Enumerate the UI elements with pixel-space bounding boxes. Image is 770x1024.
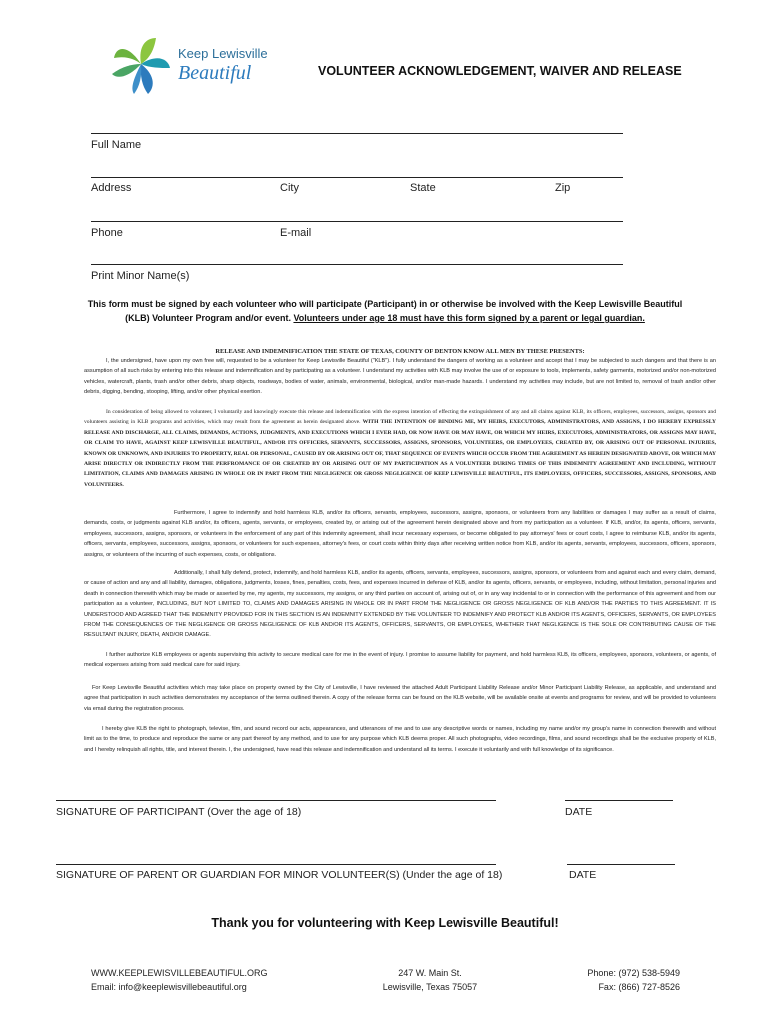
logo-text-keep-lewisville: Keep Lewisville (178, 46, 268, 61)
footer-phone-fax (560, 966, 680, 994)
release-paragraph-6 (84, 683, 716, 714)
footer-contact-web (91, 966, 268, 994)
guardian-signature-label: SIGNATURE OF PARENT OR GUARDIAN FOR MINOR VOLUNTEER(S) (Under the age of 18) (56, 869, 503, 881)
document-title: VOLUNTEER ACKNOWLEDGEMENT, WAIVER AND RELEASE (318, 64, 682, 78)
release-paragraph-2 (84, 407, 716, 490)
release-paragraph-4-text: Additionally, I shall fully defend, protect, indemnify, and hold harmless KLB, and/or its agents, officers, servants, employees, successors, assigns, sponsors, or volunteers from and against each and every claim, demand, or cause of action and any and all liability, damages, obligations, judgments, losses, fines, penalties, costs, fees, and expenses incurred in defense of KLB, and/or its agents, officers, servants, or employees, including, without limitation, personal injuries and death in connection therewith which may be made or asserted by me, my agents, my successors, my assigns, or any third parties on account of, arising out of, or in any way incidental to or in connection with the performance of this agreement and from our participation as a volunteer, INCLUDING, BUT NOT LIMITED TO, CLAIMS AND DAMAGES ARISING IN WHOLE OR IN PART FROM THE NEGLIGENCE OR GROSS NEGLIGENCE OF KLB AND/OR THE PARTIES TO THIS AGREEMENT. IT IS UNDERSTOOD AND AGREED THAT THE INDEMNITY PROVIDED FOR IN THIS SECTION IS AN INDEMNITY EXTENDED BY THE VOLUNTEER TO INDEMNIFY AND PROTECT KLB AND/OR ITS AGENTS, OFFICERS, SERVANTS, OR EMPLOYEES FROM THE CONSEQUENCES OF THE NEGLIGENCE OR GROSS NEGLIGENCE OF KLB AND/OR ITS AGENTS, OFFICERS, SERVANTS, OR EMPLOYEES, WHETHER THAT NEGLIGENCE IS THE SOLE OR CONTRIBUTING CAUSE OF THE RESULTANT INJURY, DEATH, AND/OR DAMAGE. (84, 570, 716, 639)
footer-email-link[interactable]: Email: info@keeplewisvillebeautiful.org (91, 982, 247, 992)
footer-address (330, 966, 530, 994)
signature-requirement-notice (70, 297, 700, 325)
address-line[interactable] (91, 177, 623, 178)
footer-city: Lewisville, Texas 75057 (382, 982, 478, 992)
notice-line-1: This form must be signed by each volunteer who will participate (Participant) in or otherwise be involved with the Keep Lewisville Beautiful (87, 299, 683, 309)
release-paragraph-7 (84, 724, 716, 755)
leaf-logo-icon (108, 34, 174, 96)
release-paragraph-6-text: For Keep Lewisville Beautiful activities which may take place on property owned by the City of Lewisville, I have reviewed the attached Adult Participant Liability Release and/or Minor Participant Liability Release, as applicable, and understand and agree that participation in such activities demonstrates my acceptance of the terms outlined therein. A copy of the release forms can be found on the KLB website, will be available onsite at events and programs for review, and will be provided to volunteers via email during the registration process. (84, 685, 716, 712)
release-paragraph-5 (84, 650, 716, 671)
zip-label: Zip (555, 182, 571, 194)
footer-fax: Fax: (866) 727-8526 (598, 982, 680, 992)
release-paragraph-1-text: I, the undersigned, have upon my own free will, requested to be a volunteer for Keep Lewisville Beautiful ("KLB"). I fully understand the dangers of working as a volunteer and accept that I may be subjected to such dangers and that there is an assumption of all such risks by entering into this release and indemnification and by participating as a volunteer. I understand my activities with KLB may involve the use of or exposure to tools, implements, safety garments, motorized and/or non-motorized vehicles, watercraft, plants, trash and/or other debris, sharp objects, roadways, bodies of water, animals, environmental, biological, and/or man-made hazards. I understand my activities may include, but are not limited to, removal of trash and/or other debris, digging, bending, stooping, lifting, and/or other physical exertion. (84, 358, 716, 396)
participant-signature-line[interactable] (56, 800, 496, 801)
city-label: City (280, 182, 299, 194)
participant-date-label: DATE (565, 806, 593, 818)
thank-you-message: Thank you for volunteering with Keep Lewisville Beautiful! (211, 916, 559, 930)
release-paragraph-3-text: Furthermore, I agree to indemnify and hold harmless KLB, and/or its officers, servants, employees, successors, assigns, sponsors, or volunteers from any liabilities or damages I may suffer as a result of claims, demands, costs, or judgments against KLB and/or, its officers, agents, servants, or employees, created by, or arising out of the agreement herein designated above and from my participation as a volunteer. If KLB, and/or, its agents, officers, servants, employees, successors, assigns, sponsors, or volunteers in the enforcement of any part of this indemnity agreement, shall incur necessary expenses, or become obligated to pay attorneys' fees or court costs, I agree to reimburse KLB, and/or its agents, officers, servants, employees, successors, assigns, sponsors, or volunteers for such expenses, attorney's fees, or court costs within thirty days after receiving written notice from KLB, and/or its agents, servants, employees, successors, officers, sponsors, assigns, or volunteers of the incurring of such expenses, costs, or obligations. (84, 510, 716, 558)
participant-date-line[interactable] (565, 800, 673, 801)
release-heading: RELEASE AND INDEMNIFICATION THE STATE OF TEXAS, COUNTY OF DENTON KNOW ALL MEN BY THESE PRESENTS: (215, 348, 585, 355)
notice-line-2: (KLB) Volunteer Program and/or event. (125, 313, 294, 323)
release-paragraph-7-text: I hereby give KLB the right to photograph, televise, film, and sound record our acts, appearances, and utterances of me and to use any descriptive words or names, including my name and/or my group's name in connection therewith and without limit as to the time, to produce and reproduce the same or any part thereof by any method, and to use for any purpose which KLB deems proper. All such photographs, video recordings, films, and sound recordings shall be the exclusive property of KLB, and I hereby relinquish all rights, title, and interest therein. I, the undersigned, have read this release and indemnification and understand all its terms. I execute it voluntarily and with full knowledge of its significance. (84, 726, 716, 753)
minor-names-line[interactable] (91, 264, 623, 265)
notice-under-18-requirement: Volunteers under age 18 must have this form signed by a parent or legal guardian. (293, 313, 645, 323)
participant-signature-label: SIGNATURE OF PARTICIPANT (Over the age of 18) (56, 806, 302, 818)
full-name-line[interactable] (91, 133, 623, 134)
guardian-signature-line[interactable] (56, 864, 496, 865)
logo-text-beautiful: Beautiful (178, 62, 252, 84)
full-name-label: Full Name (91, 139, 142, 151)
release-paragraph-3 (84, 508, 716, 560)
footer-phone: Phone: (972) 538-5949 (587, 968, 680, 978)
footer-street: 247 W. Main St. (398, 968, 462, 978)
state-label: State (410, 182, 436, 194)
email-label: E-mail (280, 227, 312, 239)
release-paragraph-4 (84, 568, 716, 641)
footer-website-link[interactable]: WWW.KEEPLEWISVILLEBEAUTIFUL.ORG (91, 968, 268, 978)
release-paragraph-2-caps: WITH THE INTENTION OF BINDING ME, MY HEIRS, EXECUTORS, ADMINISTRATORS, AND ASSIGNS, I DO HEREBY EXPRESSLY RELEASE AND DISCHARGE, ALL CLAIMS, DEMANDS, ACTIONS, JUDGMENTS, AND EXECUTIONS WHICH I EVER HAD, OR NOW HAVE OR MAY HAVE, OR WHICH MY HEIRS, EXECUTORS, ADMINISTRATORS, OR ASSIGNS MAY HAVE, OR CLAIM TO HAVE, AGAINST KEEP LEWISVILLE BEAUTIFUL, AND/OR ITS OFFICERS, SERVANTS, SUCCESSORS, ASSIGNS, SPONSORS, VOLUNTEERS, OR EMPLOYEES, CREATED BY, OR ARISING OUT OF PERSONAL INJURIES, KNOWN OR UNKNOWN, AND INJURIES TO PROPERTY, REAL OR PERSONAL, CAUSED BY OR ARISING OUT OF, THAT SEQUENCE OF EVENTS WHICH OCCUR FROM THE AGREEMENT AS HEREIN DESIGNATED ABOVE, OR WHICH MAY ARISE DIRECTLY OR INDIRECTLY FROM THE PERFROMANCE OF OR CREATED BY OR ARISING OUT OF MY PARTICIPATION AS A VOLUNTEER DURING TIMES OF THIS INDEMNITY AGREEMENT AND INCLUDING, WITHOUT LIMITATION, CLAIMS AND DAMAGES ARISING IN WHOLE OR IN PART FROM THE NEGLIGENCE OR GROSS NEGLIGENCE OF KEEP LEWISVILLE BEAUTIFUL, ITS EMPLOYEES, OFFICERS, SUCCESSORS, ASSIGNS, SPONSORS, AND VOLUNTEERS. (84, 419, 717, 488)
guardian-date-label: DATE (569, 869, 597, 881)
release-paragraph-2-text: In consideration of being allowed to volunteer, I voluntarily and knowingly execute this release and indemnification with the express intention of effecting the extinguishment of any and all claims against KLB, its officers, employees, successors, assigns, sponsors and volunteers assisting in KLB programs and activities, which may result from the agreement as herein designated above. (84, 409, 716, 426)
release-paragraph-5-text: I further authorize KLB employees or agents supervising this activity to secure medical care for me in the event of injury. I promise to assume liability for payment, and hold harmless KLB, its officers, employees, sponsors, volunteers, or agents, of medical expenses arising from said medical care for said injury. (84, 652, 716, 669)
guardian-date-line[interactable] (567, 864, 675, 865)
klb-logo (108, 34, 278, 96)
minor-names-label: Print Minor Name(s) (91, 270, 190, 282)
phone-email-line[interactable] (91, 221, 623, 222)
release-paragraph-1 (84, 356, 716, 398)
address-label: Address (91, 182, 132, 194)
phone-label: Phone (91, 227, 123, 239)
